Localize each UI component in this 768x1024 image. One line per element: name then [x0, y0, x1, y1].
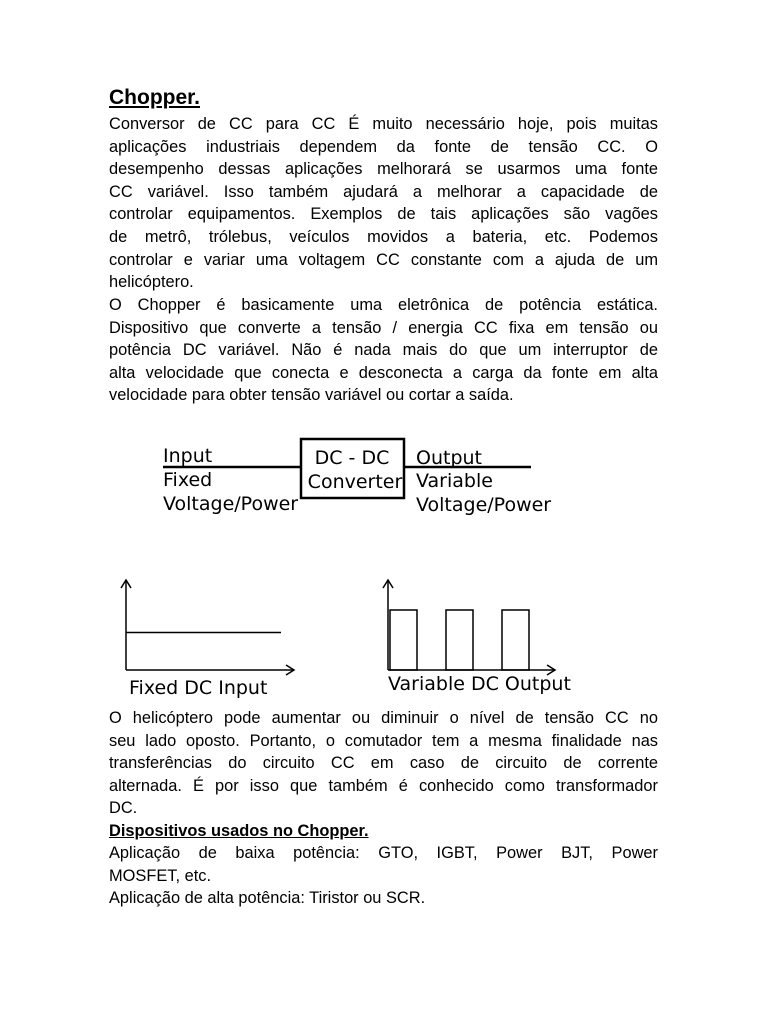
text-line: Dispositivo que converte a tensão / energia CC fixa em tensão ou: [109, 318, 658, 337]
text-line: alternada. É por isso que também é conhecido como transformador: [109, 776, 658, 795]
text-line: CC variável. Isso também ajudará a melhorar a capacidade de: [109, 182, 658, 201]
variable-output-plot: [383, 580, 571, 695]
output-pulse: [446, 610, 473, 670]
section-heading-devices: Dispositivos usados no Chopper.: [109, 822, 369, 840]
text-line: controlar equipamentos. Exemplos de tais aplicações são vagões: [109, 205, 658, 224]
text-line: O helicóptero pode aumentar ou diminuir o nível de tensão CC no: [109, 709, 658, 727]
page-title: Chopper.: [109, 86, 201, 109]
text-line: aplicações industriais dependem da fonte de tensão CC. O: [109, 137, 658, 156]
output-pulse: [390, 610, 417, 670]
input-desc-fixed: Fixed: [163, 469, 213, 491]
variable-output-caption: Variable DC Output: [388, 673, 571, 695]
block-diagram: [0, 428, 768, 548]
converter-label-2: Converter: [307, 471, 403, 493]
text-line: DC.: [109, 799, 138, 818]
text-line: transferências do circuito CC em caso de circuito de corrente: [109, 754, 658, 773]
fixed-input-caption: Fixed DC Input: [129, 677, 268, 699]
text-line: Aplicação de alta potência: Tiristor ou SCR.: [109, 889, 426, 908]
text-line: de metrô, trólebus, veículos movidos a bateria, etc. Podemos: [109, 227, 658, 246]
text-line: seu lado oposto. Portanto, o comutador tem a mesma finalidade nas: [109, 731, 658, 750]
input-desc-voltage: Voltage/Power: [163, 493, 299, 515]
fixed-input-plot: [121, 580, 294, 699]
text-line: potência DC variável. Não é nada mais do que um interruptor de: [109, 341, 658, 360]
text-line: O Chopper é basicamente uma eletrônica de potência estática.: [109, 296, 658, 314]
waveform-figure: [0, 572, 768, 702]
text-line: Conversor de CC para CC É muito necessário hoje, pois muitas: [109, 115, 658, 133]
output-label: Output: [416, 447, 482, 469]
text-line: MOSFET, etc.: [109, 866, 212, 885]
paragraph-transformer: [109, 707, 658, 820]
text-line: helicóptero.: [109, 273, 194, 292]
text-line: velocidade para obter tensão variável ou cortar a saída.: [109, 386, 514, 405]
text-line: controlar e variar uma voltagem CC constante com a ajuda de um: [109, 250, 658, 269]
output-desc-variable: Variable: [416, 470, 493, 492]
text-line: alta velocidade que conecta e desconecta a carga da fonte em alta: [109, 363, 658, 382]
paragraph-intro: [109, 113, 658, 294]
paragraph-definition: [109, 294, 658, 407]
output-pulse: [502, 610, 529, 670]
paragraph-devices: [109, 842, 658, 910]
converter-label-1: DC - DC: [314, 447, 390, 469]
text-line: Aplicação de baixa potência: GTO, IGBT, Power BJT, Power: [109, 844, 658, 862]
output-desc-voltage: Voltage/Power: [416, 494, 552, 516]
input-label: Input: [163, 445, 213, 467]
text-line: desempenho dessas aplicações melhorará se usarmos uma fonte: [109, 160, 658, 179]
